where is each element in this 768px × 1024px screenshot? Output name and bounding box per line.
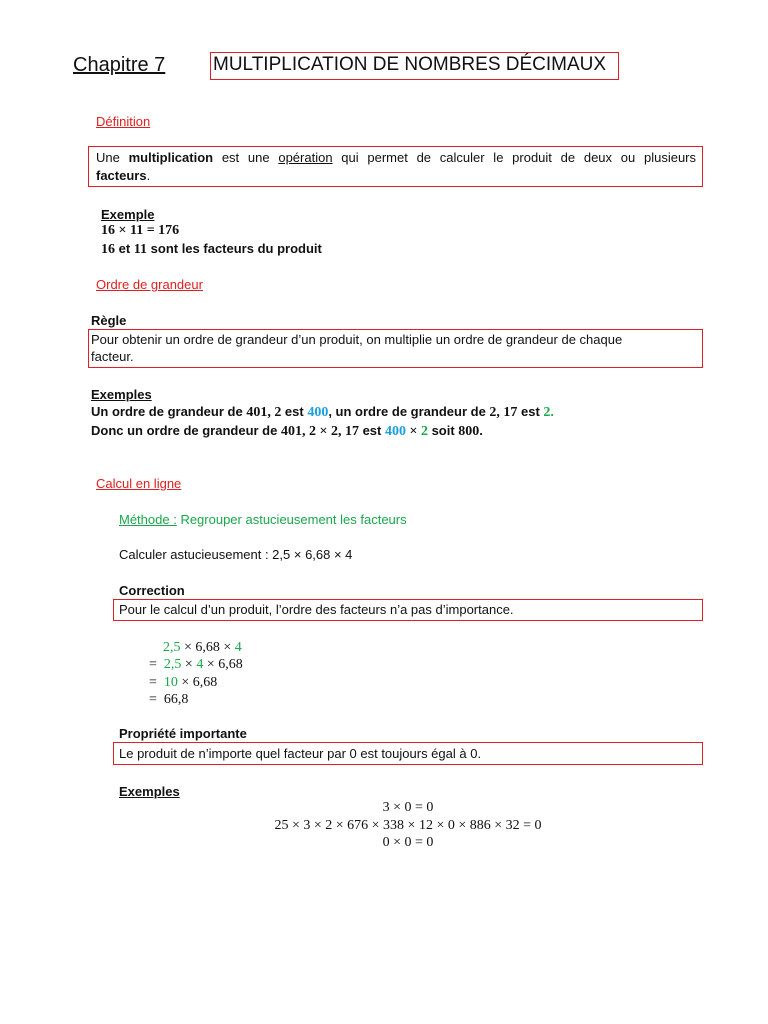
ordre-examples-heading: Exemples	[91, 387, 152, 402]
definition-heading: Définition	[96, 114, 151, 129]
rule-heading: Règle	[91, 313, 127, 328]
definition-line-1: Une multiplication est une opération qui permet de calculer le produit de deux ou plusieurs	[96, 150, 696, 165]
rule-line-1: Pour obtenir un ordre de grandeur d’un produit, on multiplie un ordre de grandeur de chaque	[91, 332, 623, 347]
calc-step-2: = 2,5 × 4 × 6,68	[149, 657, 243, 672]
zero-example-1: 3 × 0 = 0	[382, 800, 434, 815]
chapter-title: MULTIPLICATION DE NOMBRES DÉCIMAUX	[213, 54, 607, 75]
calc-step-4: = 66,8	[149, 692, 189, 707]
ordre-example-2: Donc un ordre de grandeur de 401, 2 × 2, 17 est 400 × 2 soit 800.	[91, 423, 483, 439]
chapter-label: Chapitre 7	[73, 54, 166, 76]
property-heading: Propriété importante	[119, 726, 247, 741]
method-line: Méthode : Regrouper astucieusement les facteurs	[119, 512, 407, 527]
example-equation: 16 × 11 = 176	[101, 223, 180, 238]
correction-heading: Correction	[119, 583, 185, 598]
task-line: Calculer astucieusement : 2,5 × 6,68 × 4	[119, 547, 353, 562]
calcul-heading: Calcul en ligne	[96, 476, 182, 491]
correction-text: Pour le calcul d’un produit, l’ordre des facteurs n’a pas d’importance.	[119, 602, 514, 617]
example-sentence: 16 et 11 sont les facteurs du produit	[101, 241, 322, 257]
zero-examples-heading: Exemples	[119, 784, 180, 799]
ordre-heading: Ordre de grandeur	[96, 277, 203, 292]
ordre-example-1: Un ordre de grandeur de 401, 2 est 400, un ordre de grandeur de 2, 17 est 2.	[91, 404, 555, 420]
property-text: Le produit de n’importe quel facteur par 0 est toujours égal à 0.	[119, 746, 482, 761]
example-heading: Exemple	[101, 207, 155, 222]
zero-example-2: 25 × 3 × 2 × 676 × 338 × 12 × 0 × 886 × 32 = 0	[274, 818, 542, 833]
zero-example-3: 0 × 0 = 0	[382, 835, 434, 850]
calc-step-1: 2,5 × 6,68 × 4	[163, 640, 242, 655]
rule-line-2: facteur.	[91, 349, 134, 364]
calc-step-3: = 10 × 6,68	[149, 675, 218, 690]
definition-line-2: facteurs.	[96, 168, 151, 183]
